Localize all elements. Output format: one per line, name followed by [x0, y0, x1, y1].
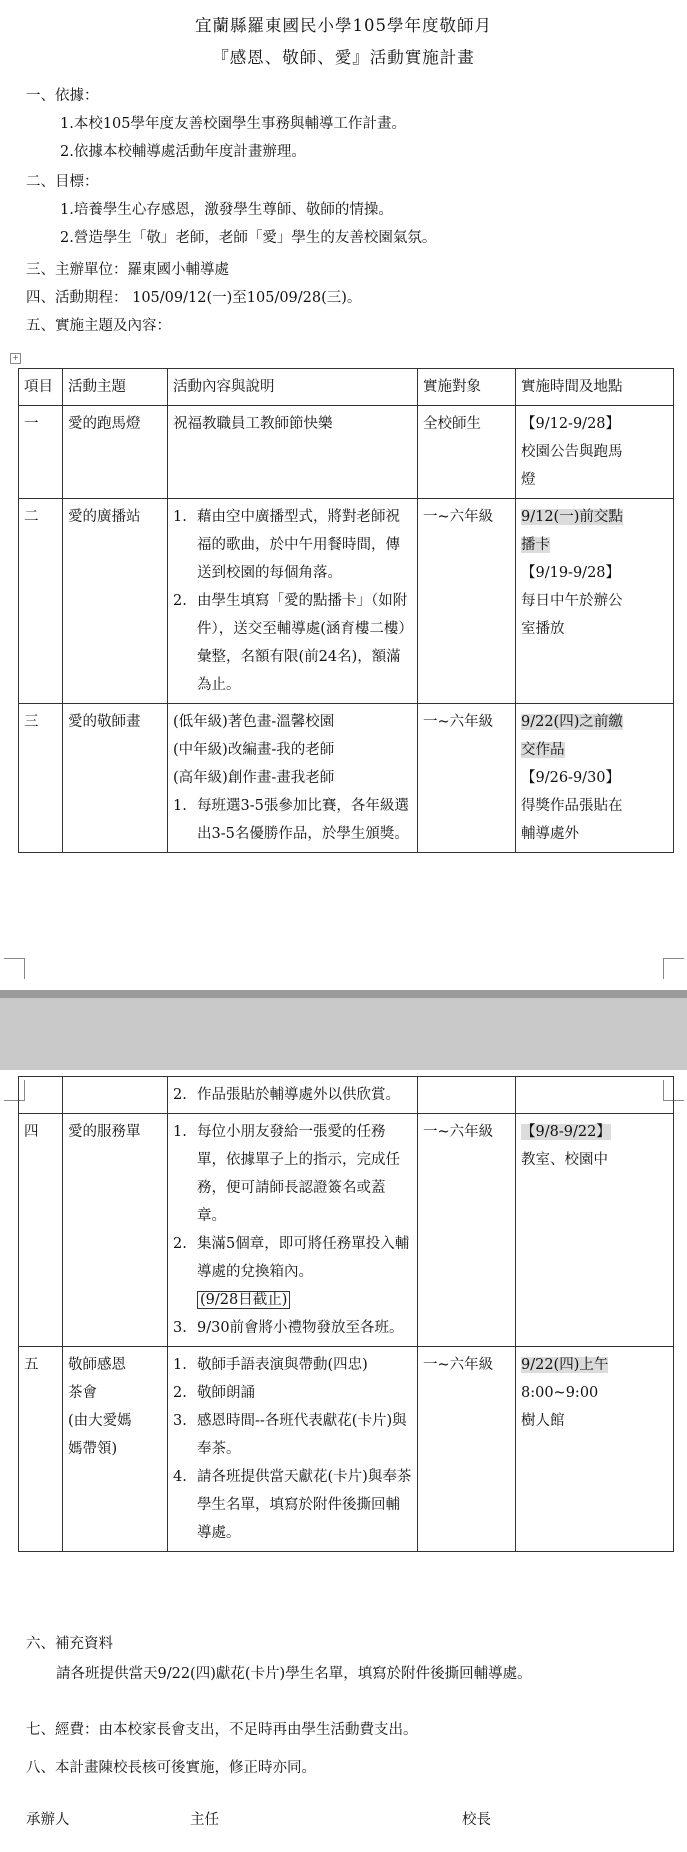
- list-item: 2. 敬師朗誦: [173, 1385, 255, 1401]
- row-5-target: 一~六年級: [418, 1347, 516, 1552]
- row-2-time-line: 室播放: [521, 621, 565, 637]
- page-separator: [0, 990, 687, 1070]
- row-2-target: 一~六年級: [418, 499, 516, 704]
- activity-table-part-2: [18, 1076, 674, 1552]
- signature-principal: 校長: [462, 1812, 491, 1828]
- row-4-target: 一~六年級: [418, 1114, 516, 1347]
- header-item-no: 項目: [19, 369, 63, 406]
- row-3-theme: 愛的敬師畫: [63, 704, 168, 853]
- row-2-no: 二: [19, 499, 63, 704]
- row-3-time-line: 【9/26-9/30】: [521, 770, 621, 786]
- section-4: 四、活動期程： 105/09/12(一)至105/09/28(三)。: [26, 290, 362, 306]
- signature-handler: 承辦人: [26, 1812, 70, 1828]
- list-item: 1. 每班選3-5張參加比賽，各年級選出3-5名優勝作品，於學生頒獎。: [173, 798, 409, 842]
- table-row-1: [19, 406, 674, 499]
- table-row-3: [19, 704, 674, 853]
- row-5-theme-line: 媽帶領): [68, 1441, 118, 1457]
- table-move-handle-icon[interactable]: +: [10, 353, 21, 364]
- table-header-row: [19, 369, 674, 406]
- document-title: 宜蘭縣羅東國民小學105學年度敬師月: [195, 16, 492, 35]
- row-3-grade-line: (中年級)改編畫-我的老師: [173, 742, 335, 758]
- page-corner-mark: [4, 958, 25, 979]
- row-5-time-line: 8:00~9:00: [521, 1385, 599, 1401]
- table-row-5: [19, 1347, 674, 1552]
- section-6-heading: 六、補充資料: [26, 1636, 113, 1652]
- row-3-time-line: 得獎作品張貼在: [521, 798, 623, 814]
- row-2-deadline-highlight: 9/12(一)前交點: [521, 509, 623, 525]
- row-4-time-line: 教室、校園中: [521, 1152, 608, 1168]
- row-1-time-line: 燈: [521, 472, 536, 488]
- row-2-time-line: 每日中午於辦公: [521, 593, 623, 609]
- header-theme: 活動主題: [63, 369, 168, 406]
- section-1-item-2: 2.依據本校輔導處活動年度計畫辦理。: [60, 144, 306, 160]
- row-5-theme-line: 敬師感恩: [68, 1357, 126, 1373]
- section-3: 三、主辦單位：羅東國小輔導處: [26, 262, 229, 278]
- list-item: 2. 集滿5個章，即可將任務單投入輔導處的兌換箱內。 (9/28日截止): [173, 1236, 410, 1308]
- row-4-no: 四: [19, 1114, 63, 1347]
- header-content: 活動內容與說明: [168, 369, 418, 406]
- section-8: 八、本計畫陳校長核可後實施，修正時亦同。: [26, 1760, 316, 1776]
- signature-director: 主任: [190, 1812, 219, 1828]
- section-2-item-1: 1.培養學生心存感恩，激發學生尊師、敬師的情操。: [60, 202, 393, 218]
- row-3-target: 一~六年級: [418, 704, 516, 853]
- row-5-time-line: 樹人館: [521, 1413, 565, 1429]
- row-3-deadline-highlight: 交作品: [521, 742, 565, 758]
- row-4-period-highlight: 【9/8-9/22】: [521, 1124, 611, 1140]
- table-row-2: [19, 499, 674, 704]
- list-item: 2. 由學生填寫「愛的點播卡」（如附件），送交至輔導處(涵育樓二樓）彙整，名額有限(前24名)，額滿為止。: [173, 593, 408, 693]
- list-item: 1. 藉由空中廣播型式，將對老師祝福的歌曲，於中午用餐時間，傳送到校園的每個角落。: [173, 509, 400, 581]
- row-3-grade-line: (低年級)著色畫-溫馨校園: [173, 714, 335, 730]
- deadline-note-box: (9/28日截止): [197, 1291, 290, 1309]
- row-4-theme: 愛的服務單: [63, 1114, 168, 1347]
- row-2-time-line: 【9/19-9/28】: [521, 565, 621, 581]
- row-5-theme-line: 茶會: [68, 1385, 97, 1401]
- section-6-text: 請各班提供當天9/22(四)獻花(卡片)學生名單，填寫於附件後撕回輔導處。: [56, 1666, 532, 1682]
- row-1-content: 祝福教職員工教師節快樂: [168, 406, 418, 499]
- row-1-no: 一: [19, 406, 63, 499]
- table-row-3-continued: [19, 1077, 674, 1114]
- section-5: 五、實施主題及內容：: [26, 318, 171, 334]
- row-2-deadline-highlight: 播卡: [521, 537, 550, 553]
- row-1-time: [516, 406, 674, 499]
- row-3-no: 三: [19, 704, 63, 853]
- row-1-target: 全校師生: [418, 406, 516, 499]
- activity-table-part-1: [18, 368, 674, 853]
- row-2-theme: 愛的廣播站: [63, 499, 168, 704]
- page-corner-mark: [663, 958, 684, 979]
- document-subtitle: 『感恩、敬師、愛』活動實施計畫: [212, 48, 475, 67]
- row-4-time: [516, 1114, 674, 1347]
- row-1-time-line: 【9/12-9/28】: [521, 416, 621, 432]
- table-row-4: [19, 1114, 674, 1347]
- row-5-no: 五: [19, 1347, 63, 1552]
- row-1-theme: 愛的跑馬燈: [63, 406, 168, 499]
- row-3-grade-line: (高年級)創作畫-畫我老師: [173, 770, 335, 786]
- row-5-time: [516, 1347, 674, 1552]
- header-time-place: 實施時間及地點: [516, 369, 674, 406]
- row-5-theme-line: (由大愛媽: [68, 1413, 132, 1429]
- document-page-2: [0, 1070, 687, 1852]
- row-3-content-continued: [168, 1077, 418, 1114]
- list-item: 2. 作品張貼於輔導處外以供欣賞。: [173, 1087, 400, 1103]
- row-5-theme: [63, 1347, 168, 1552]
- section-1-item-1: 1.本校105學年度友善校園學生事務與輔導工作計畫。: [60, 116, 407, 132]
- row-3-time: [516, 704, 674, 853]
- list-item: 4. 請各班提供當天獻花(卡片)與奉茶學生名單，填寫於附件後撕回輔導處。: [173, 1469, 412, 1541]
- section-2-item-2: 2.營造學生「敬」老師，老師「愛」學生的友善校園氣氛。: [60, 230, 437, 246]
- section-1-heading: 一、依據：: [26, 88, 99, 104]
- row-5-time-highlight: 9/22(四)上午: [521, 1357, 609, 1373]
- list-item: 1. 每位小朋友發給一張愛的任務單，依據單子上的指示，完成任務，便可請師長認證簽名或蓋章。: [173, 1124, 400, 1224]
- header-target: 實施對象: [418, 369, 516, 406]
- row-1-time-line: 校園公告與跑馬: [521, 444, 623, 460]
- row-3-content: [168, 704, 418, 853]
- section-7: 七、經費：由本校家長會支出，不足時再由學生活動費支出。: [26, 1722, 418, 1738]
- section-2-heading: 二、目標：: [26, 174, 99, 190]
- row-3-deadline-highlight: 9/22(四)之前繳: [521, 714, 623, 730]
- row-2-content: [168, 499, 418, 704]
- row-3-time-line: 輔導處外: [521, 826, 579, 842]
- row-4-content: [168, 1114, 418, 1347]
- list-item: 3. 感恩時間--各班代表獻花(卡片)與奉茶。: [173, 1413, 407, 1457]
- list-item: 3. 9/30前會將小禮物發放至各班。: [173, 1320, 404, 1336]
- row-2-time: [516, 499, 674, 704]
- list-item: 1. 敬師手語表演與帶動(四忠): [173, 1357, 368, 1373]
- row-5-content: [168, 1347, 418, 1552]
